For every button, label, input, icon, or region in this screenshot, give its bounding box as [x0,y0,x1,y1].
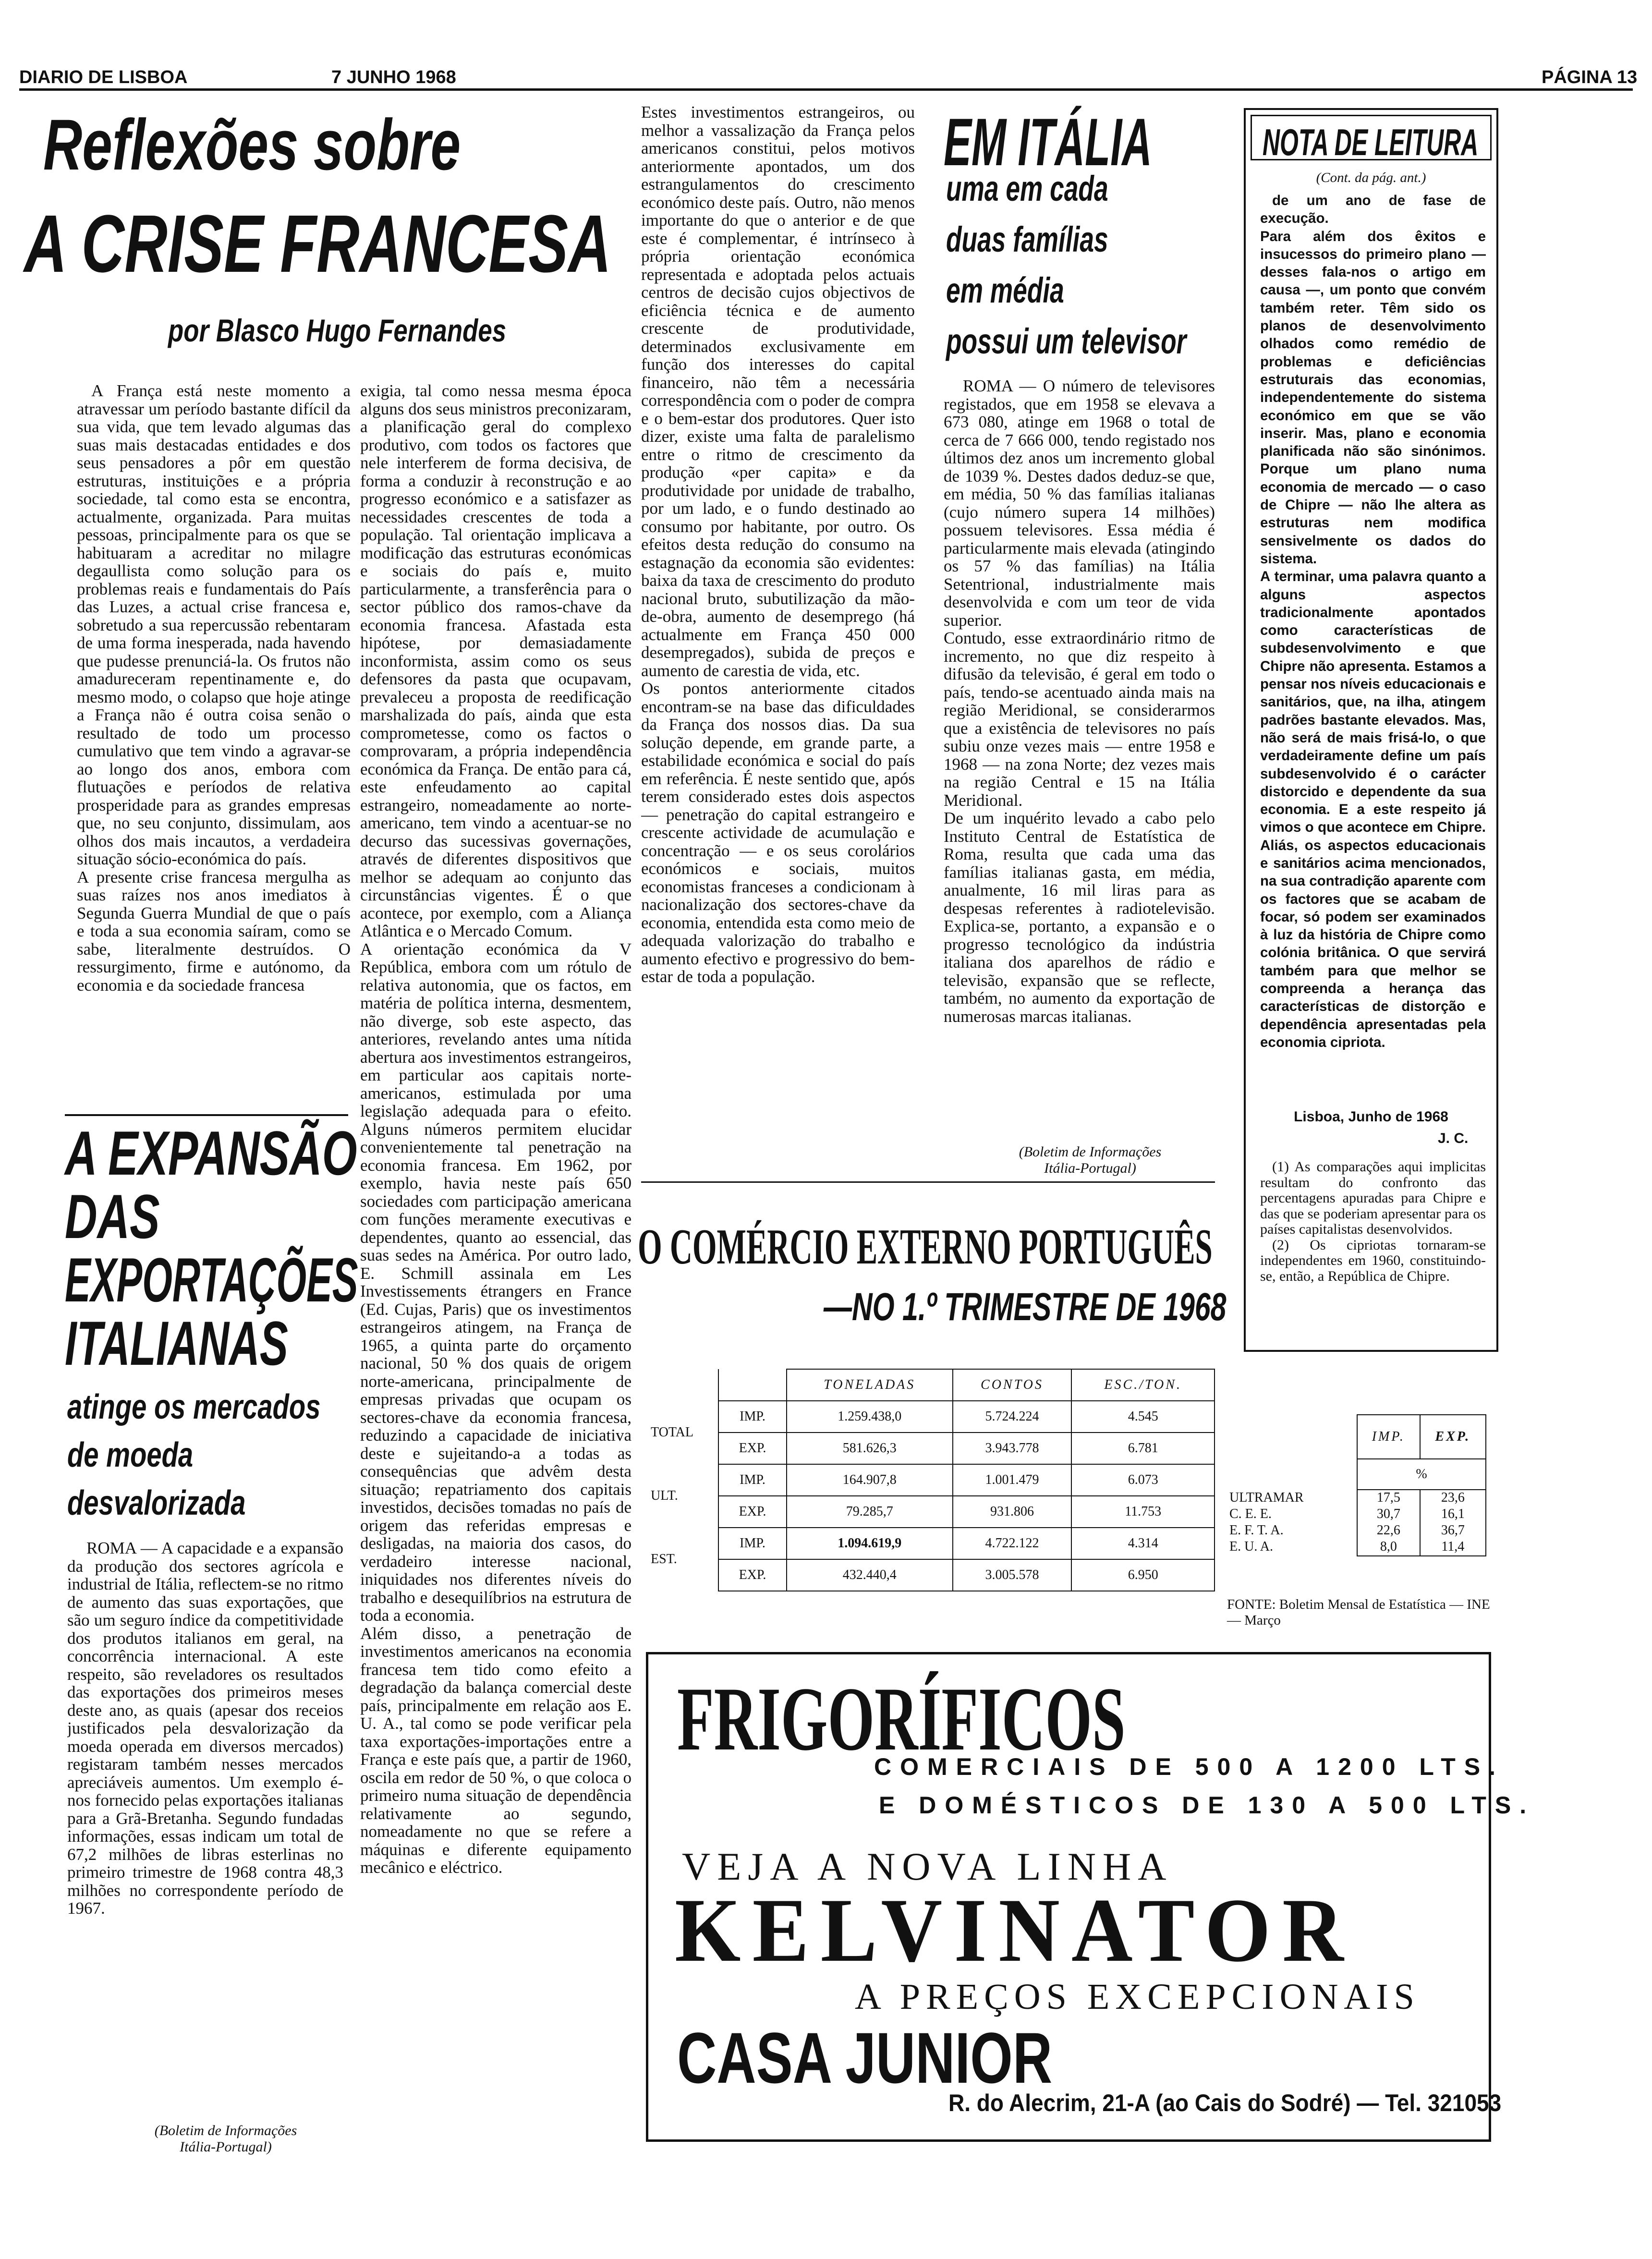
cell-toneladas: 432.440,4 [787,1559,953,1591]
table-corner [718,1369,787,1401]
nota-date: Lisboa, Junho de 1968 [1294,1109,1448,1125]
article2-subtitle-line2: de moeda [67,1436,194,1474]
nota-body-text: de um ano de fase de execução. Para além dos êxitos e insucessos do primeiro plano — desses fala-nos o artigo em causa —, um ponto que convém também reter. Têm sido os planos de desenvolvimento olhados como remédio de problemas e deficiências estruturais das economias, independentemente do sistema económico em que se vão inserir. Mas, plano e economia planificada não são sinónimos. Porque um plano numa economia de mercado — o caso de Chipre — não lhe altera as estruturas nem modifica sensivelmente os dados do sistema. A terminar, uma palavra quanto a alguns aspectos tradicionalmente apontados como características de subdesenvolvimento e que Chipre não apresenta. Estamos a pensar nos níveis educacionais e sanitários, que, na ilha, atingem padrões bastante elevados. Mas, não será de mais frisá-lo, o que verdadeiramente define um país subdesenvolvido é o carácter distorcido e dependente da sua economia. E a este respeito já vimos o que acontece em Chipre. Aliás, os aspectos educacionais e sanitários acima mencionados, na sua contradição aparente com os factores que se acabam de focar, só podem ser examinados à luz da história de Chipre como colónia britânica. O que servirá também para que melhor se compreenda a herança das características de distorção e dependência apresentadas pela economia cipriota. [1260,193,1486,1050]
table-row [646,1433,1215,1464]
share-imp-3: 8,0 [1380,1539,1397,1554]
share-unit-row [1229,1459,1486,1490]
article2-source [115,2123,336,2155]
article1-col1-text: A França está neste momento a atravessar um período bastante difícil da sua vida, que tem levado algumas das suas mais destacadas entidades e dos seus pensadores a pôr em questão estruturas, instituições e a própria sociedade, tal como esta se encontra, actualmente, organizada. Para muitas pessoas, principalmente para os que se habituaram a acreditar no milagre degaullista como solução para os problemas reais e fundamentais do País das Luzes, a actual crise francesa e, sobretudo a sua repercussão rebentaram de uma forma inesperada, nada havendo que pudesse prenunciá-la. Os frutos não amadureceram repentinamente e, do mesmo modo, o colapso que hoje atinge a França não é outra coisa senão o resultado de todo um processo cumulativo que tem vindo a agravar-se ao longo dos anos, embora com flutuações e períodos de relativa prosperidade para as grandes empresas que, no seu conjunto, dissimulam, aos olhos dos mais incautos, a verdadeira situação sócio-económica do país. A presente crise francesa mergulha as suas raízes nos anos imediatos à Segunda Guerra Mundial de que o país e toda a sua economia saíram, como se sabe, literalmente destruídos. O ressurgimento, firme e autónomo, da economia e da sociedade francesa [77,382,351,995]
article3-body [944,377,1215,1143]
cell-esc-ton: 6.073 [1071,1464,1215,1496]
commerce-title-line1: O COMÉRCIO EXTERNO PORTUGUÊS [638,1218,1213,1275]
cell-esc-ton: 4.545 [1071,1401,1215,1433]
share-imp-2: 22,6 [1376,1523,1400,1538]
share-unit: % [1357,1459,1486,1490]
cell-contos: 3.943.778 [953,1433,1072,1464]
share-table [1229,1414,1486,1556]
article2-source-line1: (Boletim de Informações [154,2123,297,2138]
row-type: IMP. [718,1401,787,1433]
article2-body [67,1539,343,2111]
nota-footnotes [1260,1159,1486,1284]
article1-byline: por Blasco Hugo Fernandes [168,313,507,348]
article2-title-line2: DAS [65,1181,160,1251]
share-name-1: C. E. E. [1229,1506,1272,1521]
nota-box [1244,108,1498,1352]
nota-title: NOTA DE LEITURA [1263,121,1479,163]
article2-body-text: ROMA — A capacidade e a expansão da produção dos sectores agrícola e industrial de Itália, reflectem-se no ritmo de aumento das suas exportações, que são um seguro índice da competitividade dos produtos italianos em geral, na concorrência internacional. A este respeito, são reveladores os resultados das exportações dos primeiros meses deste ano, as quais (apesar dos receios justificados pela desvalorização da moeda operada em diversos mercados) registaram também nesses mercados apreciáveis aumentos. Um exemplo é-nos fornecido pelas exportações italianas para a Grã-Bretanha. Segundo fundadas informações, essas indicam um total de 67,2 milhões de libras esterlinas no primeiro trimestre de 1968 contra 48,3 milhões no correspondente período de 1967. [67,1539,343,1918]
cell-toneladas: 1.094.619,9 [787,1528,953,1559]
share-name-2: E. F. T. A. [1229,1523,1284,1538]
article1-col3-text: Estes investimentos estrangeiros, ou melhor a vassalização da França pelos americanos constitui, pelos motivos anteriormente apontados, um dos estrangulamentos do crescimento económico deste país. Outro, não menos importante do que o anterior e de que este é complementar, é intrínseco à própria orientação económica representada e adoptada pelos actuais centros de decisão cujos objectivos de eficiência técnica e de aumento crescente de produtividade, determinados exclusivamente em função dos interesses do capital financeiro, não têm a necessária correspondência com o poder de compra e o bem-estar dos produtores. Quer isto dizer, existe uma falta de paralelismo entre o ritmo de crescimento da produção «per capita» e da produtividade por unidade de trabalho, por um lado, e o fundo destinado ao consumo por habitante, por outro. Os efeitos desta redução do consumo na estagnação da economia são evidentes: baixa da taxa de crescimento do produto nacional bruto, subutilização da mão-de-obra, aumento de desemprego (há actualmente em França 450 000 desempregados), subida de preços e aumento de carestia de vida, etc. Os pontos anteriormente citados encontram-se na base das dificuldades da França dos nossos dias. Da sua solução depende, em grande parte, a estabilidade económica e social do país em referência. É neste sentido que, após terem considerado estes dois aspectos — penetração do capital estrangeiro e crescente actividade de acumulação e concentração — e os seus corolários económicos e sociais, muitos economistas franceses a condicionam à nacionalização dos sectores-chave da economia, entendida esta como meio de adequada valorização do trabalho e aumento efectivo e progressivo do bem-estar de toda a população. [641,103,915,986]
table-row [646,1401,1215,1433]
cell-toneladas: 581.626,3 [787,1433,953,1464]
table-row [646,1496,1215,1528]
article2-source-line2: Itália-Portugal) [180,2139,272,2155]
commerce-table [646,1369,1215,1591]
cell-contos: 5.724.224 [953,1401,1072,1433]
table-row [646,1464,1215,1496]
table-corner [646,1369,718,1401]
article3-title: EM ITÁLIA [944,104,1152,180]
cell-contos: 4.722.122 [953,1528,1072,1559]
row-type: EXP. [718,1433,787,1464]
article2-title [65,1118,538,1378]
cell-esc-ton: 6.950 [1071,1559,1215,1591]
header-esc-ton: ESC./TON. [1071,1369,1215,1401]
cell-contos: 1.001.479 [953,1464,1072,1496]
group-ult: ULT. [651,1488,678,1503]
commerce-top-rule [641,1181,1215,1183]
table-corner [1229,1459,1357,1490]
issue-date: 7 JUNHO 1968 [331,67,456,87]
cell-esc-ton: 4.314 [1071,1528,1215,1559]
row-type: EXP. [718,1559,787,1591]
row-type: IMP. [718,1528,787,1559]
table-row [1229,1490,1486,1556]
article3-subtitle [946,163,1280,367]
cell-toneladas: 164.907,8 [787,1464,953,1496]
article3-subtitle-line3: em média [946,270,1064,310]
ad-shop-name: CASA JUNIOR [677,2017,1053,2098]
row-type: IMP. [718,1464,787,1496]
share-exp-0: 23,6 [1441,1490,1465,1505]
header-rule [19,88,1633,91]
ad-frigorificos: FRIGORÍFICOS [677,1669,1126,1770]
ad-domesticos: E DOMÉSTICOS DE 130 A 500 LTS. [879,1792,1535,1819]
ad-brand: KELVINATOR [675,1880,1355,1981]
header-toneladas: TONELADAS [787,1369,953,1401]
cell-contos: 3.005.578 [953,1559,1072,1591]
share-exp-values [1420,1490,1486,1556]
share-header-row [1229,1415,1486,1459]
group-total: TOTAL [651,1425,694,1440]
article1-title-line2: A CRISE FRANCESA [24,198,611,290]
article3-subtitle-line2: duas famílias [946,219,1108,259]
share-names [1229,1490,1357,1556]
nota-initials: J. C. [1438,1130,1469,1146]
page-number: PÁGINA 13 [1542,67,1638,87]
kelvinator-ad [646,1652,1535,2142]
nota-footnote-2: (2) Os cipriotas tornaram-se independentes em 1960, constituindo-se, então, a República de Chipre. [1260,1237,1486,1284]
share-name-0: ULTRAMAR [1229,1490,1304,1505]
article2-top-rule [65,1114,348,1116]
group-est: EST. [651,1552,677,1567]
share-header-exp: EXP. [1420,1415,1486,1459]
header-contos: CONTOS [953,1369,1072,1401]
share-exp-3: 11,4 [1441,1539,1465,1554]
row-type: EXP. [718,1496,787,1528]
table-row [646,1528,1215,1559]
cell-toneladas: 79.285,7 [787,1496,953,1528]
ad-veja: VEJA A NOVA LINHA [682,1845,1173,1888]
cell-esc-ton: 6.781 [1071,1433,1215,1464]
article3-subtitle-line1: uma em cada [946,169,1108,208]
article3-source-line1: (Boletim de Informações [1019,1144,1162,1160]
nota-footnote-1: (1) As comparações aqui implicitas resultam do confronto das percentagens apuradas para Chipre e das que se poderiam apresentar para os países capitalistas desenvolvidos. [1260,1159,1486,1237]
newspaper-name: DIARIO DE LISBOA [19,67,188,87]
article3-source-line2: Itália-Portugal) [1044,1160,1136,1176]
share-imp-0: 17,5 [1376,1490,1400,1505]
article2-subtitle [67,1383,392,1527]
table-row [646,1559,1215,1591]
article2-subtitle-line3: desvalorizada [67,1484,246,1522]
article3-source [980,1144,1201,1177]
article1-col1 [77,382,351,1102]
commerce-title-line2: —NO 1.º TRIMESTRE DE 1968 [824,1285,1227,1329]
share-exp-1: 16,1 [1441,1506,1465,1521]
cell-esc-ton: 11.753 [1071,1496,1215,1528]
table-corner [1229,1415,1357,1459]
article2-subtitle-line1: atinge os mercados [67,1388,321,1426]
nota-continuation: (Cont. da pág. ant.) [1316,170,1426,185]
share-imp-1: 30,7 [1376,1506,1400,1521]
article2-title-line4: ITALIANAS [65,1308,288,1378]
share-imp-values [1357,1490,1420,1556]
ad-address: R. do Alecrim, 21-A (ao Cais do Sodré) — Tel. 321053 [948,2089,1502,2116]
share-header-imp: IMP. [1357,1415,1420,1459]
article2-title-line1: A EXPANSÃO [65,1118,357,1188]
cell-toneladas: 1.259.438,0 [787,1401,953,1433]
article3-subtitle-line4: possui um televisor [946,321,1187,361]
share-name-3: E. U. A. [1229,1539,1273,1554]
nota-body [1260,192,1486,1104]
article2-title-line3: EXPORTAÇÕES [65,1245,358,1315]
article1-col3 [641,103,915,1177]
ad-comerciais: COMERCIAIS DE 500 A 1200 LTS. [874,1753,1505,1780]
article1-title-line1: Reflexões sobre [43,104,461,185]
share-exp-2: 36,7 [1441,1523,1465,1538]
article3-body-text: ROMA — O número de televisores registados, que em 1958 se elevava a 673 080, atinge em 1968 o total de cerca de 7 666 000, tendo registado nos últimos dez anos um incremento global de 1039 %. Destes dados deduz-se que, em média, 50 % das famílias italianas (cujo número supera 14 milhões) possuem televisores. Essa média é particularmente mais elevada (atingindo os 57 % das famílias) na Itália Setentrional, industrialmente mais desenvolvida e com um teor de vida superior. Contudo, esse extraordinário ritmo de incremento, no que diz respeito à difusão da televisão, é geral em todo o país, tendo-se acentuado ainda mais na região Meridional, se considerarmos que a existência de televisores no país subiu onze vezes mais — entre 1958 e 1968 — na zona Norte; dez vezes mais na região Central e 15 na Itália Meridional. De um inquérito levado a cabo pelo Instituto Central de Estatística de Roma, resulta que cada uma das famílias italianas gasta, em média, anualmente, 16 mil liras para as despesas referentes à radiotelevisão. Explica-se, portanto, a expansão e o progresso tecnológico da indústria italiana dos aparelhos de rádio e televisão, expansão que se reflecte, também, no aumento da exportação de numerosas marcas italianas. [944,377,1215,1026]
article1-col2-text: exigia, tal como nessa mesma época alguns dos seus ministros preconizaram, a planificação geral do complexo produtivo, com todos os factores que nele interferem de forma decisiva, de forma a conduzir à reconstrução e ao progresso económico e a satisfazer as necessidades crescentes de toda a população. Tal orientação implicava a modificação das estruturas económicas e sociais do país e, muito particularmente, a transferência para o sector público dos ramos-chave da economia francesa. Afastada esta hipótese, por demasiadamente inconformista, assim como os seus defensores da pasta que ocupavam, prevaleceu a proposta de reedificação marshalizada do país, ainda que esta comprometesse, como os factos o comprovaram, a própria independência económica da França. De então para cá, este enfeudamento ao capital estrangeiro, nomeadamente ao norte-americano, tem vindo a acentuar-se no decurso das sucessivas governações, através de diferentes dispositivos que melhor se adequam ao conjunto das circunstâncias vigentes. É o que acontece, por exemplo, com a Aliança Atlântica e o Mercado Comum. A orientação económica da V República, embora com um rótulo de relativa autonomia, que os factos, em matéria de política interna, desmentem, não diverge, sob este aspecto, das anteriores, revelando antes uma nítida abertura aos investimentos estrangeiros, em particular aos capitais norte-americanos, estimulada por uma legislação adequada para o efeito. Alguns números permitem elucidar convenientemente tal penetração na economia francesa. Em 1962, por exemplo, havia neste país 650 sociedades com participação americana com funções meramente executivas e dependentes, quanto ao essencial, das suas sedes na América. Por outro lado, E. Schmill assinala em Les Investissements étrangers en France (Ed. Cujas, Paris) que os investimentos estrangeiros atingem, na França de 1965, a quinta parte do orçamento nacional, 50 % dos quais de origem norte-americana, principalmente de empresas privadas que ocupam os sectores-chave da economia francesa, reduzindo a capacidade de iniciativa deste e sujeitando-a a todas as consequências que advêm desta situação; repatriamento dos capitais investidos, decisões tomadas no país de origem das referidas empresas e desligadas, na maioria dos casos, do verdadeiro interesse nacional, iniquidades nos diferentes níveis do trabalho e desequilíbrios na estrutura de toda a economia. Além disso, a penetração de investimentos americanos na economia francesa tem tido como efeito a degradação da balança comercial deste país, principalmente em relação aos E. U. A., tal como se pode verificar pela taxa exportações-importações entre a França e este país que, a partir de 1960, oscila em redor de 50 %, o que coloca o primeiro numa situação de dependência relativamente ao segundo, nomeadamente no que se refere a máquinas e diferente equipamento mecânico e eléctrico. [360,382,632,1877]
cell-contos: 931.806 [953,1496,1072,1528]
commerce-source: FONTE: Boletim Mensal de Estatística — INE — Março [1227,1597,1490,1628]
commerce-header-row [646,1369,1215,1401]
ad-precos: A PREÇOS EXCEPCIONAIS [855,1977,1420,2017]
